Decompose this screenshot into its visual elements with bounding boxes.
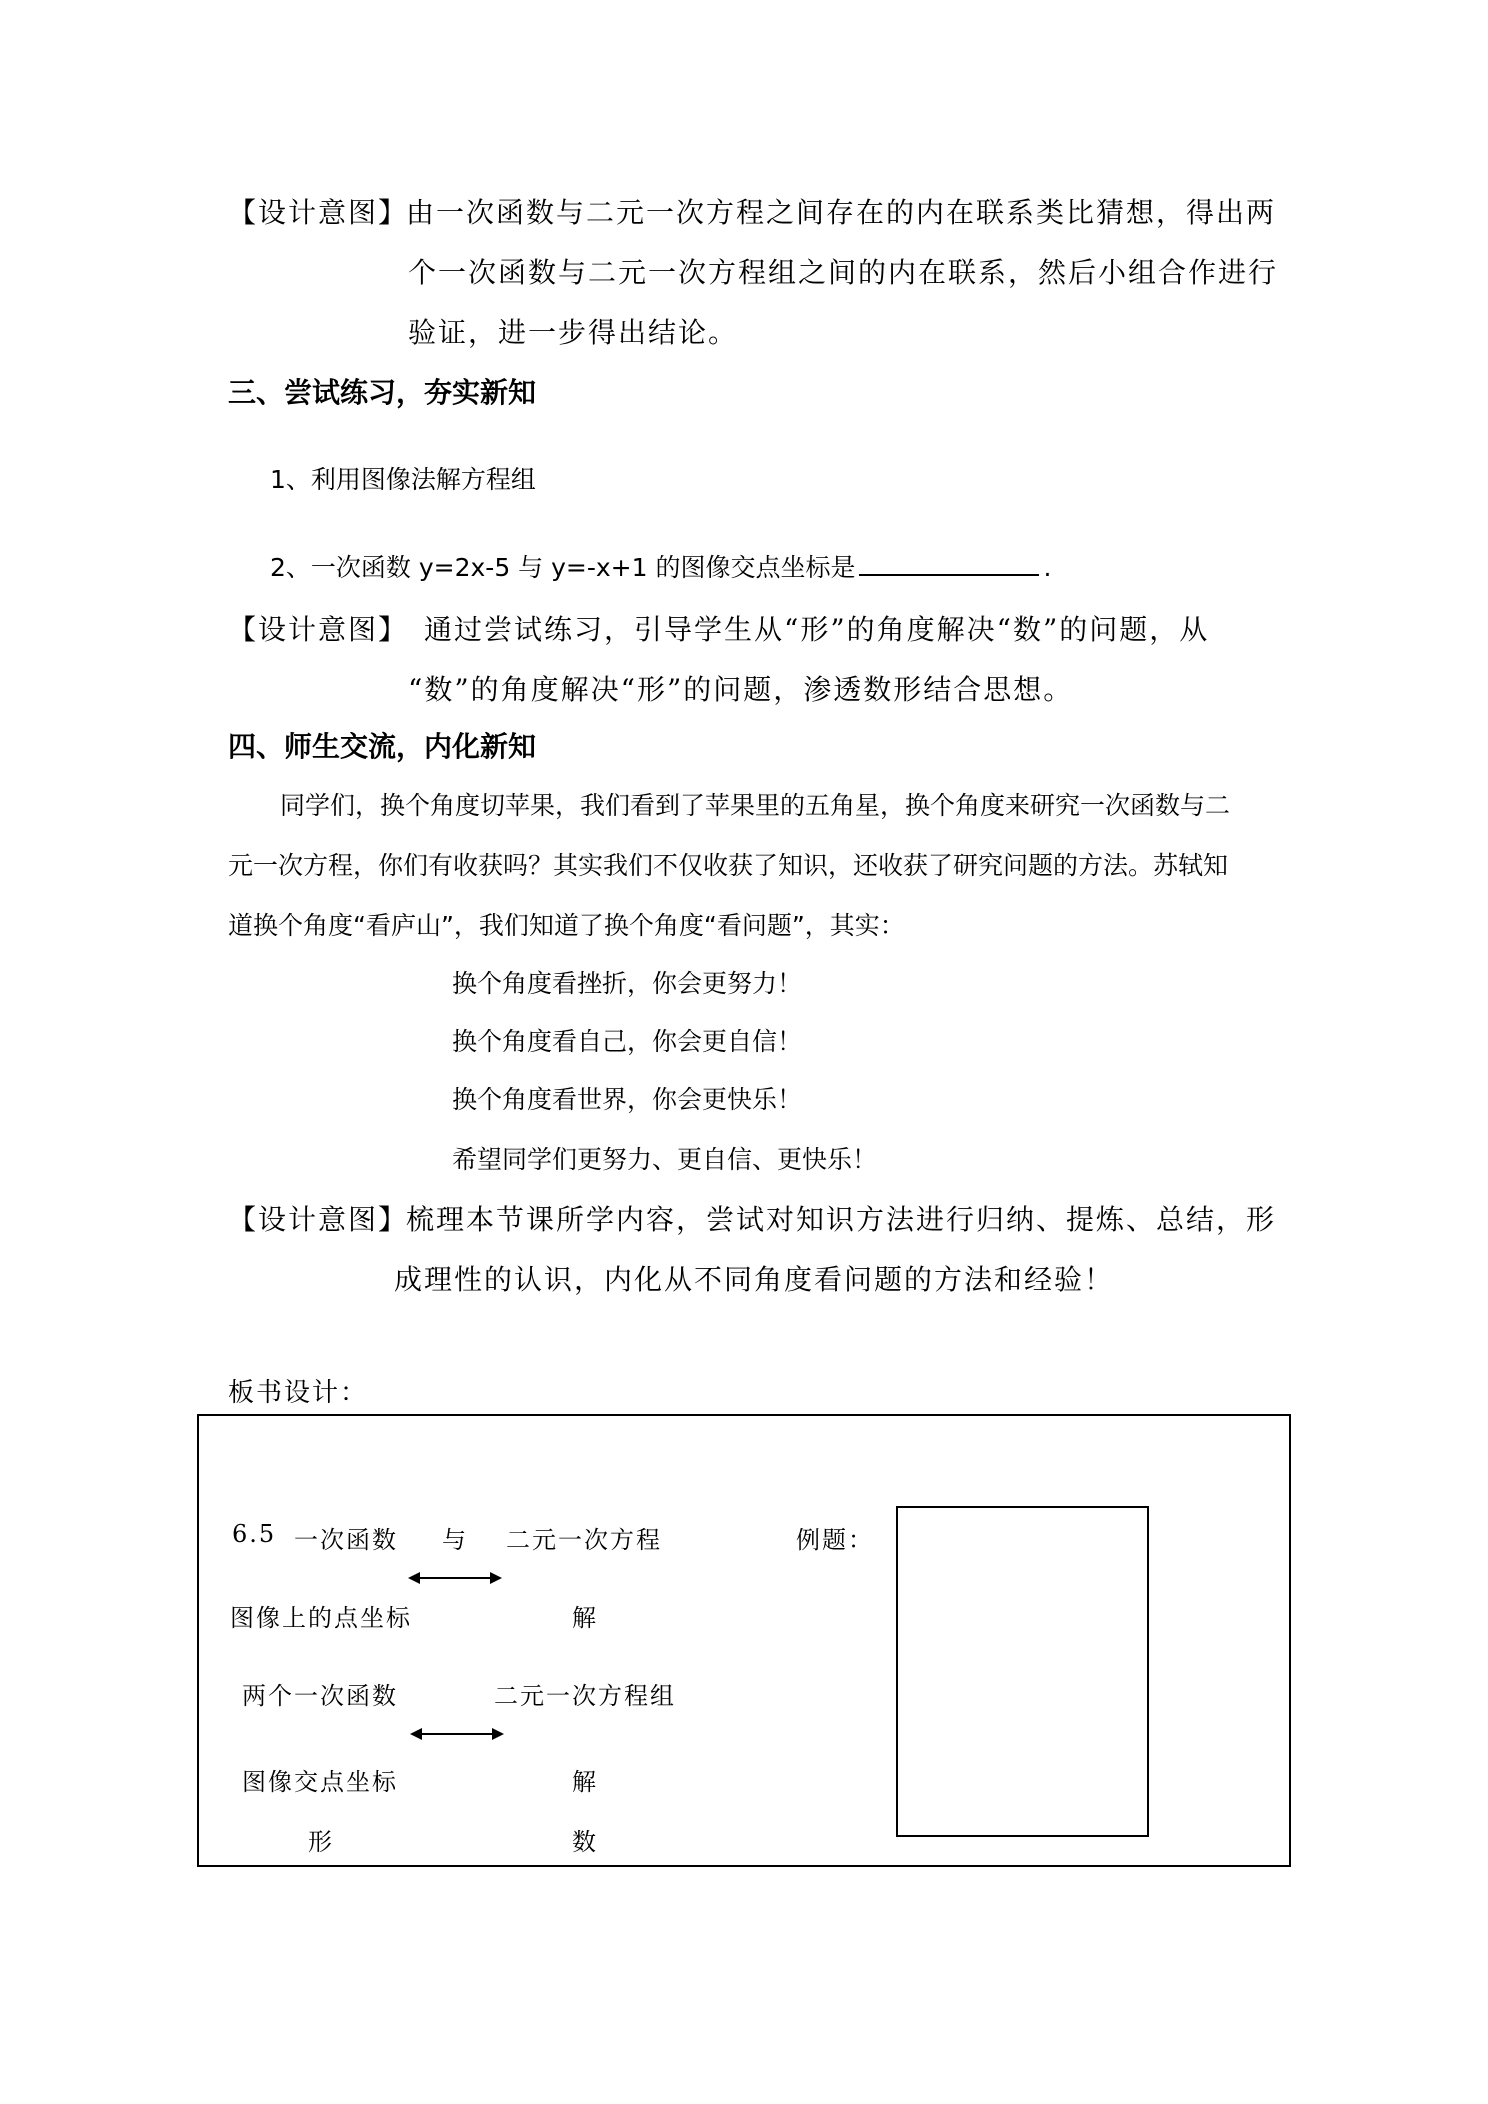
intent-tag: 【设计意图】 (228, 196, 409, 229)
exercise-item: 1、利用图像法解方程组 (270, 465, 536, 494)
intent-text-line: 梳理本节课所学内容，尝试对知识方法进行归纳、提炼、总结，形 (406, 1203, 1277, 1236)
intent-text-line: “数”的角度解决“形”的问题，渗透数形结合思想。 (408, 673, 1074, 706)
paragraph-line: 元一次方程，你们有收获吗？其实我们不仅收获了知识，还收获了研究问题的方法。苏轼知 (228, 851, 1229, 880)
answer-blank[interactable] (859, 552, 1039, 576)
double-arrow-icon (410, 1726, 504, 1742)
intent-text-line: 由一次函数与二元一次方程之间存在的内在联系类比猜想，得出两 (406, 196, 1277, 229)
board-shape: 形 (308, 1828, 334, 1856)
board-linear-equation: 二元一次方程 (506, 1526, 662, 1554)
double-arrow-icon (408, 1570, 502, 1586)
board-section-number: 6.5 (232, 1520, 277, 1548)
paragraph-line: 同学们，换个角度切苹果，我们看到了苹果里的五角星，换个角度来研究一次函数与二 (280, 791, 1231, 820)
exercise-item (270, 548, 1051, 584)
quote-line: 换个角度看挫折，你会更努力！ (452, 969, 803, 998)
board-two-functions: 两个一次函数 (242, 1682, 398, 1710)
board-linear-function: 一次函数 (294, 1526, 398, 1554)
paragraph-line: 道换个角度“看庐山”，我们知道了换个角度“看问题”，其实： (228, 911, 905, 940)
exercise-period: . (1043, 553, 1052, 582)
quote-line: 换个角度看自己，你会更自信！ (452, 1027, 803, 1056)
intent-tag: 【设计意图】 (228, 613, 409, 646)
board-point-coords: 图像上的点坐标 (230, 1604, 412, 1632)
intent-text-line: 个一次函数与二元一次方程组之间的内在联系，然后小组合作进行 (408, 256, 1279, 289)
board-intersection-coords: 图像交点坐标 (242, 1768, 398, 1796)
section-heading: 四、师生交流，内化新知 (228, 730, 537, 763)
board-solution: 解 (572, 1604, 598, 1632)
board-label: 板书设计： (228, 1378, 369, 1408)
board-equation-system: 二元一次方程组 (494, 1682, 676, 1710)
board-number: 数 (572, 1828, 598, 1856)
quote-line: 希望同学们更努力、更自信、更快乐！ (452, 1145, 878, 1174)
board-solution: 解 (572, 1768, 598, 1796)
quote-line: 换个角度看世界，你会更快乐！ (452, 1085, 803, 1114)
example-box (896, 1506, 1149, 1837)
board-example-label: 例题： (796, 1526, 874, 1554)
board-connector: 与 (442, 1526, 468, 1554)
section-heading: 三、尝试练习，夯实新知 (228, 376, 537, 409)
intent-text-line: 验证，进一步得出结论。 (408, 316, 739, 349)
intent-text-line: 成理性的认识，内化从不同角度看问题的方法和经验！ (394, 1263, 1115, 1296)
intent-tag: 【设计意图】 (228, 1203, 409, 1236)
exercise-question: 2、一次函数 y=2x-5 与 y=-x+1 的图像交点坐标是 (270, 553, 856, 582)
intent-text-line: 通过尝试练习，引导学生从“形”的角度解决“数”的问题，从 (424, 613, 1210, 646)
